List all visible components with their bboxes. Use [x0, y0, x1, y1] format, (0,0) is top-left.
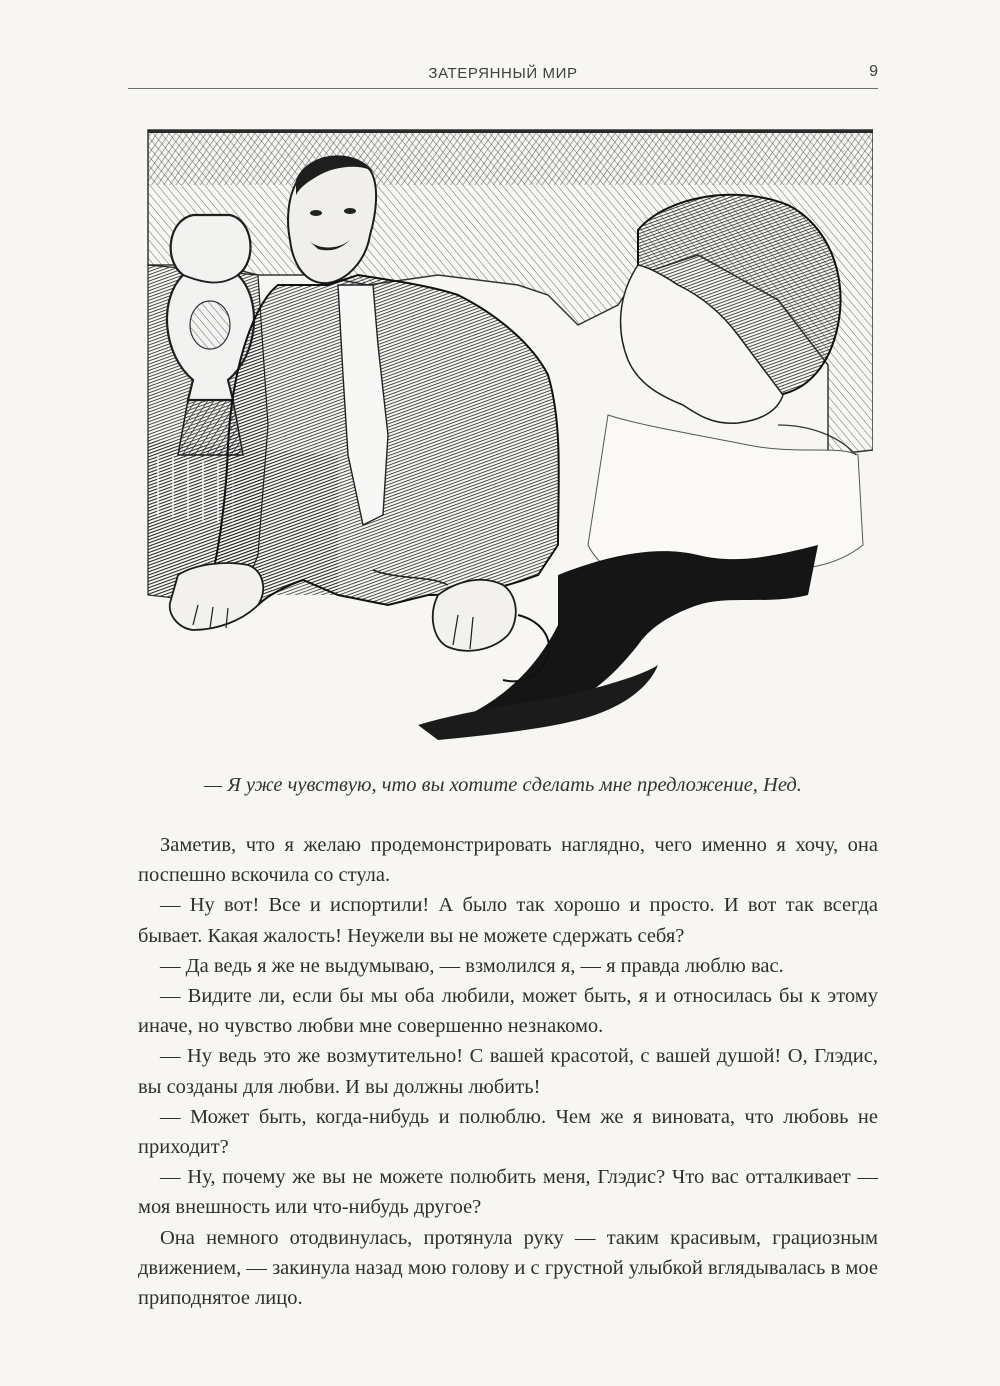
paragraph: Она немного отодвинулась, протянула руку — таким красивым, грациозным движением, — закинула назад мою голову и с грустной улыбкой вглядывалась в мое приподнятое лицо.	[138, 1226, 878, 1310]
body-text	[138, 830, 878, 1313]
paragraph: — Ну, почему же вы не можете полюбить меня, Глэдис? Что вас отталкивает — моя внешность или что-нибудь другое?	[138, 1166, 878, 1219]
engraving-illustration	[138, 125, 873, 745]
paragraph: — Да ведь я же не выдумываю, — взмолился я, — я правда люблю вас.	[160, 954, 784, 977]
paragraph: — Может быть, когда-нибудь и полюблю. Чем же я виновата, что любовь не приходит?	[138, 1105, 878, 1159]
paragraph: — Видите ли, если бы мы оба любили, может быть, я и относилась бы к этому иначе, но чувство любви мне совершенно незнакомо.	[138, 985, 878, 1038]
paragraph: — Ну ведь это же возмутительно! С вашей красотой, с вашей душой! О, Глэдис, вы созданы для любви. И вы должны любить!	[138, 1045, 878, 1098]
paragraph: — Ну вот! Все и испортили! А было так хорошо и просто. И вот так всегда бывает. Какая жалость! Неужели вы не можете сдержать себя?	[138, 894, 878, 947]
illustration-caption: — Я уже чувствую, что вы хотите сделать мне предложение, Нед.	[204, 774, 802, 796]
running-title: ЗАТЕРЯННЫЙ МИР	[428, 65, 578, 82]
paragraph: Заметив, что я желаю продемонстрировать наглядно, чего именно я хочу, она поспешно вскочила со стула.	[138, 834, 878, 887]
page-header	[128, 58, 878, 89]
page-number: 9	[869, 63, 878, 80]
